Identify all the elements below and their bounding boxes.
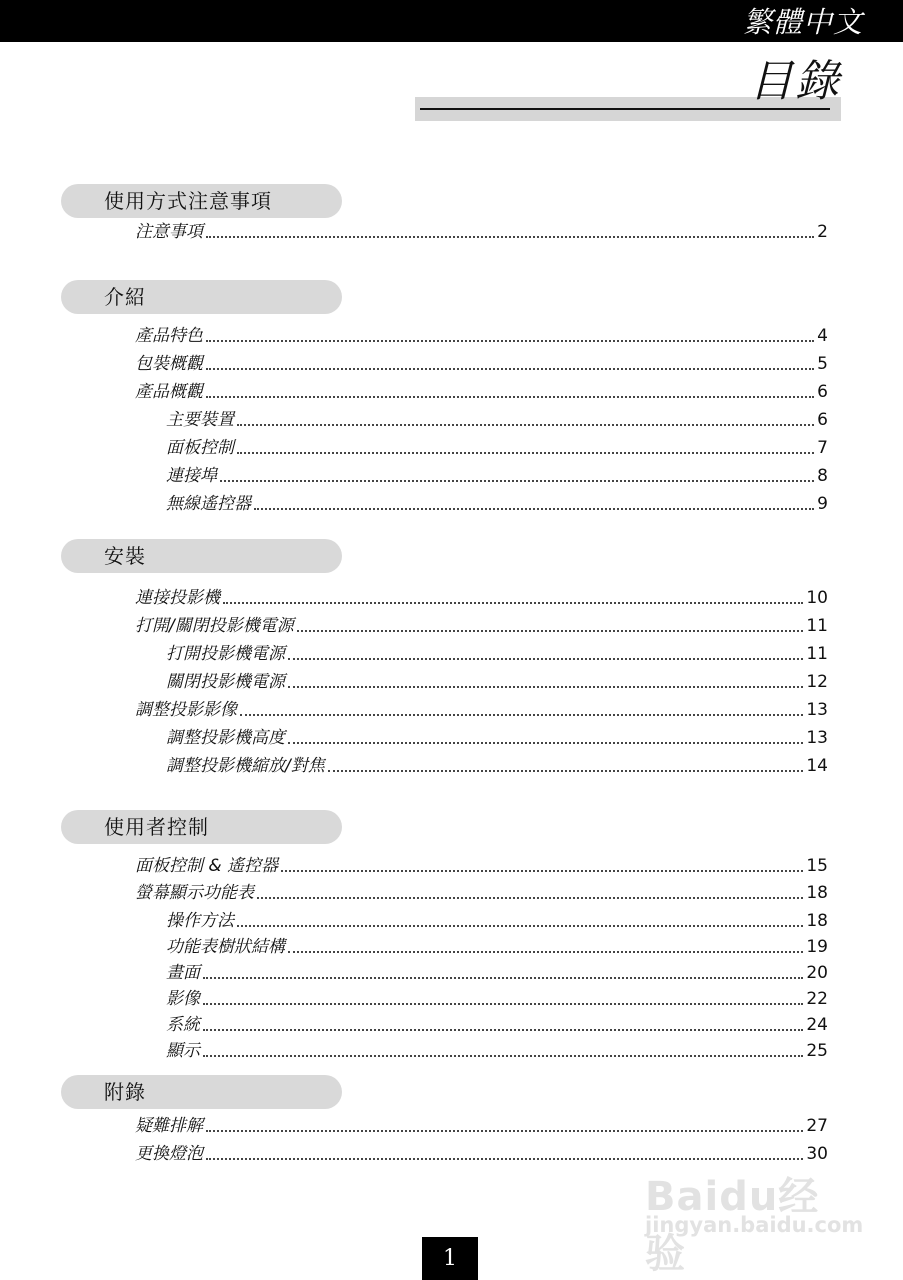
section-heading [61, 280, 342, 314]
toc-entry-label: 產品特色 [135, 326, 203, 346]
dot-leader [257, 897, 803, 899]
top-bar [0, 0, 903, 42]
toc-entry[interactable] [135, 611, 828, 637]
language-label: 繁體中文 [742, 5, 863, 39]
page-number: 1 [422, 1237, 478, 1280]
toc-entry[interactable] [166, 906, 828, 932]
dot-leader [237, 424, 814, 426]
section-heading [61, 810, 342, 844]
dot-leader [288, 742, 803, 744]
dot-leader [203, 977, 803, 979]
dot-leader [288, 686, 803, 688]
toc-entry-page: 6 [817, 382, 828, 402]
toc-entry-label: 無線遙控器 [166, 494, 251, 514]
toc-entry-page: 7 [817, 438, 828, 458]
toc-entry[interactable] [135, 217, 828, 243]
toc-entry-label: 功能表樹狀結構 [166, 937, 285, 957]
toc-entry[interactable] [166, 723, 828, 749]
toc-entry-page: 30 [806, 1144, 828, 1164]
dot-leader [254, 508, 814, 510]
toc-entry-page: 6 [817, 410, 828, 430]
dot-leader [203, 1003, 803, 1005]
dot-leader [237, 925, 803, 927]
watermark [645, 1165, 864, 1277]
toc-entry-page: 11 [806, 644, 828, 664]
toc-entry-page: 18 [806, 883, 828, 903]
toc-entry-page: 4 [817, 326, 828, 346]
dot-leader [288, 951, 803, 953]
toc-entry[interactable] [166, 932, 828, 958]
toc-entry-label: 調整投影機高度 [166, 728, 285, 748]
toc-entry-label: 畫面 [166, 963, 200, 983]
toc-entry-page: 15 [806, 856, 828, 876]
toc-entry-label: 面板控制 & 遙控器 [135, 856, 279, 876]
toc-entry-label: 調整投影機縮放/對焦 [166, 756, 325, 776]
toc-entry-page: 18 [806, 911, 828, 931]
dot-leader [206, 1158, 803, 1160]
toc-entry-page: 9 [817, 494, 828, 514]
toc-entry-label: 調整投影影像 [135, 700, 237, 720]
toc-entry[interactable] [135, 695, 828, 721]
toc-entry[interactable] [135, 878, 828, 904]
toc-entry-page: 8 [817, 466, 828, 486]
toc-entry[interactable] [166, 667, 828, 693]
dot-leader [203, 1029, 803, 1031]
section-heading [61, 1075, 342, 1109]
section-heading-label: 使用方式注意事項 [104, 189, 272, 213]
toc-entry-label: 顯示 [166, 1041, 200, 1061]
toc-entry[interactable] [135, 1111, 828, 1137]
toc-entry-label: 影像 [166, 989, 200, 1009]
toc-entry-page: 13 [806, 700, 828, 720]
page-title: 目錄 [749, 56, 841, 107]
toc-entry[interactable] [135, 1139, 828, 1165]
toc-entry-label: 產品概觀 [135, 382, 203, 402]
toc-entry[interactable] [166, 751, 828, 777]
toc-entry-page: 25 [806, 1041, 828, 1061]
section-heading-label: 使用者控制 [104, 815, 209, 839]
toc-entry-label: 打開投影機電源 [166, 644, 285, 664]
toc-entry-label: 關閉投影機電源 [166, 672, 285, 692]
toc-entry[interactable] [166, 461, 828, 487]
dot-leader [240, 714, 803, 716]
dot-leader [206, 368, 814, 370]
toc-entry-page: 14 [806, 756, 828, 776]
watermark-brand: Baidu经验 [645, 1174, 820, 1277]
dot-leader [297, 630, 804, 632]
section-heading-label: 安裝 [104, 544, 146, 568]
toc-entry-page: 13 [806, 728, 828, 748]
dot-leader [281, 870, 803, 872]
toc-entry-page: 24 [806, 1015, 828, 1035]
dot-leader [328, 770, 804, 772]
toc-entry-label: 面板控制 [166, 438, 234, 458]
toc-entry[interactable] [135, 583, 828, 609]
toc-entry[interactable] [166, 489, 828, 515]
toc-entry-label: 主要裝置 [166, 410, 234, 430]
toc-entry-label: 注意事項 [135, 222, 203, 242]
toc-entry-page: 22 [806, 989, 828, 1009]
toc-entry-page: 20 [806, 963, 828, 983]
toc-entry-page: 2 [817, 222, 828, 242]
dot-leader [206, 396, 814, 398]
toc-entry-page: 27 [806, 1116, 828, 1136]
dot-leader [223, 602, 803, 604]
toc-entry[interactable] [135, 349, 828, 375]
toc-entry[interactable] [135, 321, 828, 347]
dot-leader [220, 480, 814, 482]
toc-entry-page: 5 [817, 354, 828, 374]
toc-entry-label: 疑難排解 [135, 1116, 203, 1136]
toc-entry[interactable] [135, 377, 828, 403]
watermark-url: jingyan.baidu.com [645, 1213, 864, 1237]
toc-entry-page: 11 [806, 616, 828, 636]
toc-entry[interactable] [166, 1010, 828, 1036]
toc-entry[interactable] [166, 984, 828, 1010]
toc-entry-label: 螢幕顯示功能表 [135, 883, 254, 903]
dot-leader [206, 340, 814, 342]
toc-entry-label: 打開/關閉投影機電源 [135, 616, 294, 636]
toc-entry-label: 包裝概觀 [135, 354, 203, 374]
dot-leader [237, 452, 814, 454]
toc-entry[interactable] [135, 851, 828, 877]
toc-entry-label: 系統 [166, 1015, 200, 1035]
toc-entry[interactable] [166, 1036, 828, 1062]
section-heading [61, 539, 342, 573]
toc-entry-page: 10 [806, 588, 828, 608]
toc-entry-label: 操作方法 [166, 911, 234, 931]
dot-leader [203, 1055, 803, 1057]
toc-entry[interactable] [166, 405, 828, 431]
toc-entry-label: 連接投影機 [135, 588, 220, 608]
section-heading [61, 184, 342, 218]
dot-leader [288, 658, 803, 660]
toc-entry[interactable] [166, 433, 828, 459]
toc-entry[interactable] [166, 958, 828, 984]
toc-entry-page: 19 [806, 937, 828, 957]
dot-leader [206, 1130, 803, 1132]
toc-entry-label: 更換燈泡 [135, 1144, 203, 1164]
toc-entry[interactable] [166, 639, 828, 665]
dot-leader [206, 236, 814, 238]
section-heading-label: 附錄 [104, 1080, 146, 1104]
toc-entry-page: 12 [806, 672, 828, 692]
section-heading-label: 介紹 [104, 285, 146, 309]
toc-entry-label: 連接埠 [166, 466, 217, 486]
